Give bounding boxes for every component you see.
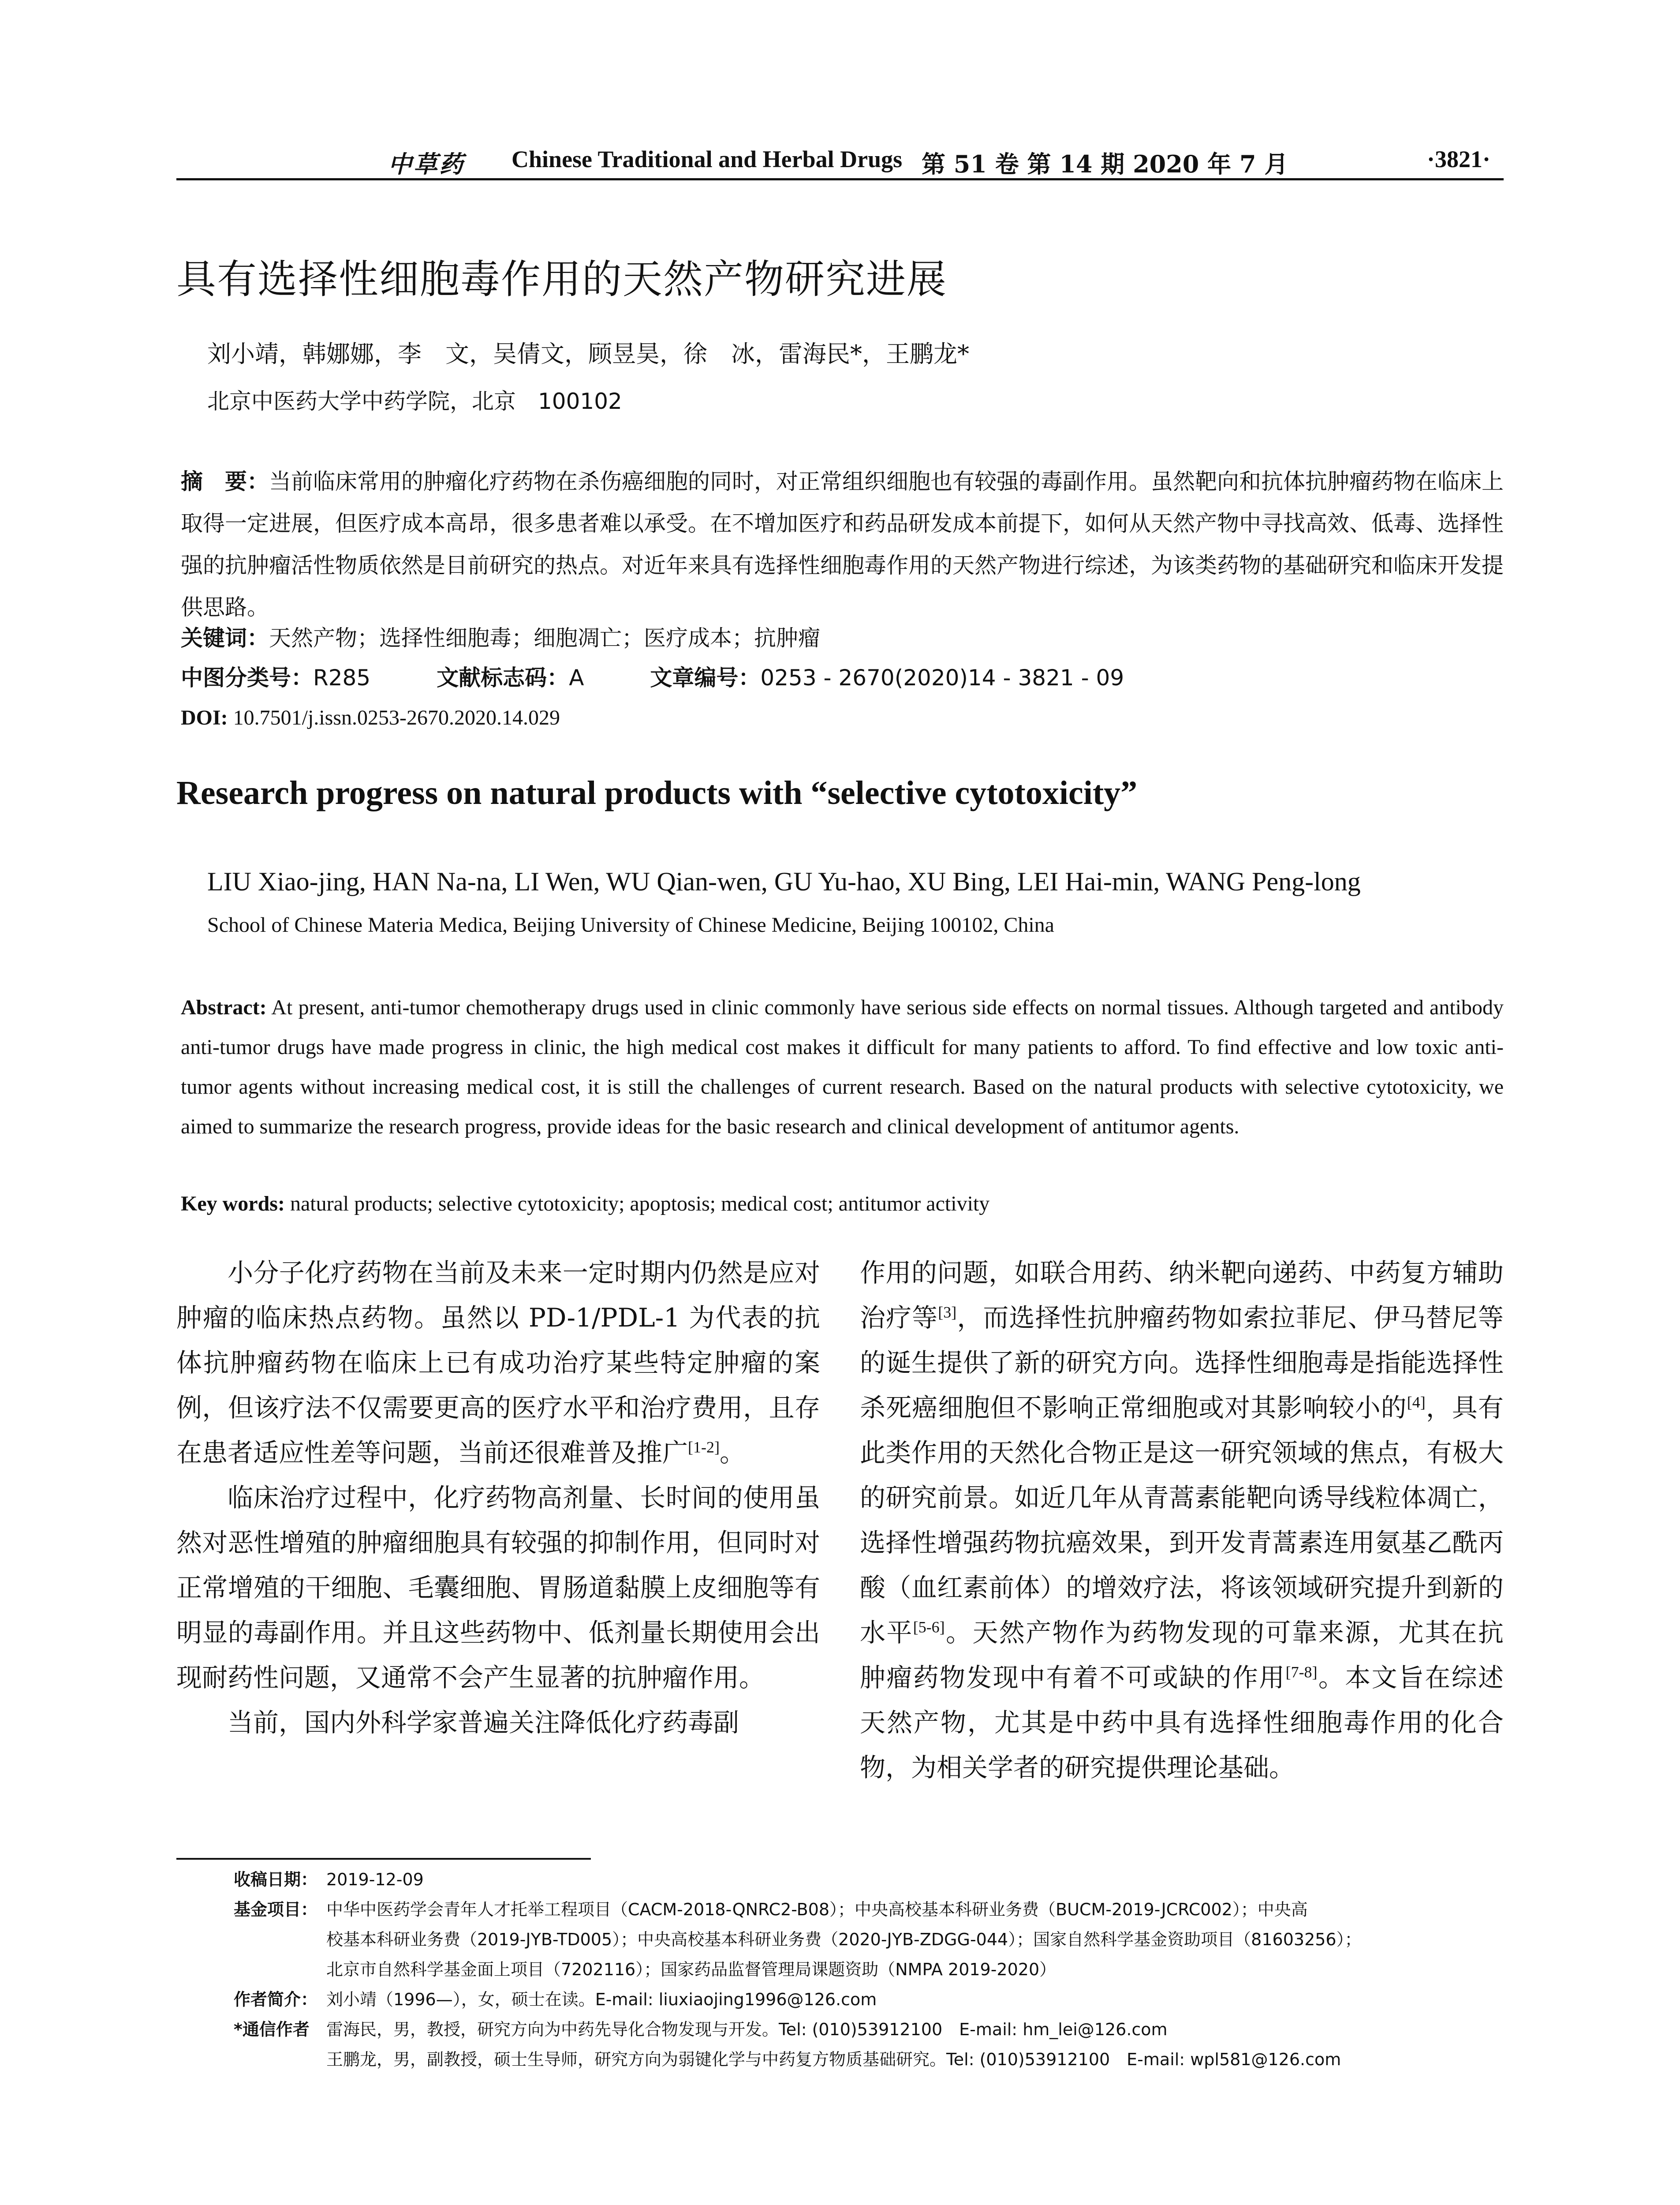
correspondence-line: 王鹏龙，男，副教授，硕士生导师，研究方向为弱键化学与中药复方物质基础研究。Tel: (010)53912100 E-mail: wpl581@126.com: [326, 2050, 1341, 2069]
body-text: 临床治疗过程中，化疗药物高剂量、长时间的使用虽然对恶性增殖的肿瘤细胞具有较强的抑制作用，但同时对正常增殖的干细胞、毛囊细胞、胃肠道黏膜上皮细胞等有明显的毒副作用。并且这些药物中、低剂量长期使用会出现耐药性问题，又通常不会产生显著的抗肿瘤作用。: [176, 1483, 820, 1693]
fund-label: 基金项目：: [234, 1900, 318, 1919]
chinese-affiliation: 北京中医药大学中药学院，北京 100102: [207, 389, 622, 414]
fund-line: 校基本科研业务费（2019-JYB-TD005）；中央高校基本科研业务费（2020-JYB-ZDGG-044）；国家自然科学基金资助项目（81603256）；: [326, 1930, 1362, 1949]
body-text: 当前，国内外科学家普遍关注降低化疗药毒副: [228, 1708, 739, 1738]
author-label: 作者简介：: [234, 1990, 318, 2009]
chinese-abstract-label: 摘 要：: [181, 469, 269, 494]
classification-line: [181, 657, 1504, 699]
citation-ref: [7-8]: [1285, 1663, 1318, 1681]
footnote-rule: [176, 1858, 591, 1860]
english-abstract-text: At present, anti-tumor chemotherapy drugs used in clinic commonly have serious side effects on normal tissues. Although targeted and antibody anti-tumor drugs have made progress in clinic, the high medical cost makes it difficult for many patients to afford. To find effective and low toxic anti-tumor agents without increasing medical cost, it is still the challenges of current research. Based on the natural products with selective cytotoxicity, we aimed to summarize the research progress, provide ideas for the basic research and clinical development of antitumor agents.: [181, 996, 1504, 1138]
doi-value: 10.7501/j.issn.0253-2670.2020.14.029: [233, 706, 560, 729]
footnotes: [234, 1865, 1504, 2074]
citation-ref: [4]: [1407, 1393, 1426, 1411]
footnote-correspondence: [234, 2014, 1504, 2074]
correspondence-label: *通信作者: [234, 2020, 310, 2039]
clc-value: R285: [313, 665, 371, 691]
body-column-right: [860, 1250, 1504, 1790]
body-paragraph: [176, 1475, 820, 1700]
chinese-authors: 刘小靖，韩娜娜，李 文，吴倩文，顾昱昊，徐 冰，雷海民*，王鹏龙*: [207, 340, 969, 368]
english-title: Research progress on natural products with “selective cytotoxicity”: [176, 774, 1138, 811]
doi-line: [181, 697, 1504, 739]
english-abstract: [181, 988, 1504, 1147]
chinese-keywords-label: 关键词：: [181, 625, 269, 651]
citation-ref: [3]: [938, 1303, 957, 1321]
body-text: ，而选择性抗肿瘤药物如索拉菲尼、伊马替尼等的诞生提供了新的研究方向。选择性细胞毒是指能选择性杀死癌细胞但不影响正常细胞或对其影响较小的: [860, 1303, 1504, 1423]
footnote-received: [234, 1865, 1504, 1895]
body-paragraph: [176, 1250, 820, 1475]
article-no-label: 文章编号：: [650, 665, 761, 691]
body-text: 。天然产物作为药物发现的可靠来源，尤其在抗肿瘤药物发现中有着不可或缺的作用: [860, 1618, 1504, 1693]
citation-ref: [5-6]: [913, 1618, 945, 1636]
author-info: 刘小靖（1996—），女，硕士在读。E-mail: liuxiaojing1996@126.com: [326, 1990, 877, 2009]
body-text: 。: [719, 1438, 745, 1468]
body-text: ，具有此类作用的天然化合物正是这一研究领域的焦点，有极大的研究前景。如近几年从青蒿素能靶向诱导线粒体凋亡，选择性增强药物抗癌效果，到开发青蒿素连用氨基乙酰丙酸（血红素前体）的增效疗法，将该领域研究提升到新的水平: [860, 1393, 1504, 1648]
citation-ref: [1-2]: [688, 1438, 720, 1456]
doi-label: DOI:: [181, 706, 228, 729]
english-affiliation: School of Chinese Materia Medica, Beijing University of Chinese Medicine, Beijing 100102, China: [207, 913, 1054, 937]
english-abstract-label: Abstract:: [181, 996, 267, 1019]
clc-label: 中图分类号：: [181, 665, 313, 691]
page-number: ·3821·: [1426, 146, 1490, 172]
chinese-abstract-text: 当前临床常用的肿瘤化疗药物在杀伤癌细胞的同时，对正常组织细胞也有较强的毒副作用。虽然靶向和抗体抗肿瘤药物在临床上取得一定进展，但医疗成本高昂，很多患者难以承受。在不增加医疗和药品研发成本前提下，如何从天然产物中寻找高效、低毒、选择性强的抗肿瘤活性物质依然是目前研究的热点。对近年来具有选择性细胞毒作用的天然产物进行综述，为该类药物的基础研究和临床开发提供思路。: [181, 469, 1504, 620]
body-paragraph: [860, 1250, 1504, 1790]
body-column-left: [176, 1250, 820, 1745]
doc-code-label: 文献标志码：: [437, 665, 569, 691]
received-date: 2019-12-09: [326, 1870, 424, 1889]
running-header: [176, 140, 1504, 180]
fund-line: 北京市自然科学基金面上项目（7202116）；国家药品监督管理局课题资助（NMPA 2019-2020）: [326, 1960, 1057, 1979]
english-keywords-label: Key words:: [181, 1192, 285, 1215]
body-paragraph: [176, 1700, 820, 1745]
issue-info: 第 51 卷 第 14 期 2020 年 7 月: [922, 150, 1288, 178]
chinese-abstract: [181, 461, 1504, 628]
header-rule: [176, 178, 1504, 180]
journal-logo: 中草药: [388, 150, 465, 178]
english-keywords: [181, 1184, 1504, 1224]
journal-name: Chinese Traditional and Herbal Drugs: [511, 146, 903, 172]
english-authors: LIU Xiao-jing, HAN Na-na, LI Wen, WU Qian-wen, GU Yu-hao, XU Bing, LEI Hai-min, WANG Peng-long: [207, 867, 1361, 896]
correspondence-line: 雷海民，男，教授，研究方向为中药先导化合物发现与开发。Tel: (010)53912100 E-mail: hm_lei@126.com: [326, 2020, 1168, 2039]
doc-code-value: A: [569, 665, 584, 691]
received-label: 收稿日期：: [234, 1870, 318, 1889]
chinese-title: 具有选择性细胞毒作用的天然产物研究进展: [176, 256, 947, 303]
chinese-keywords-text: 天然产物；选择性细胞毒；细胞凋亡；医疗成本；抗肿瘤: [269, 625, 820, 651]
footnote-fund: [234, 1895, 1504, 1984]
chinese-keywords: [181, 617, 1504, 659]
body-text: 。本文旨在综述天然产物，尤其是中药中具有选择性细胞毒作用的化合物，为相关学者的研究提供理论基础。: [860, 1663, 1504, 1783]
article-no-value: 0253 - 2670(2020)14 - 3821 - 09: [760, 665, 1124, 691]
body-text: 作用的问题，如联合用药、纳米靶向递药、中药复方辅助治疗等: [860, 1258, 1504, 1333]
english-keywords-text: natural products; selective cytotoxicity; apoptosis; medical cost; antitumor activity: [290, 1192, 990, 1215]
footnote-author: [234, 1984, 1504, 2014]
body-text: 小分子化疗药物在当前及未来一定时期内仍然是应对肿瘤的临床热点药物。虽然以 PD-1/PDL-1 为代表的抗体抗肿瘤药物在临床上已有成功治疗某些特定肿瘤的案例，但该疗法不仅需要更高的医疗水平和治疗费用，且存在患者适应性差等问题，当前还很难普及推广: [176, 1258, 820, 1468]
fund-line: 中华中医药学会青年人才托举工程项目（CACM-2018-QNRC2-B08）；中央高校基本科研业务费（BUCM-2019-JCRC002）；中央高: [326, 1900, 1308, 1919]
